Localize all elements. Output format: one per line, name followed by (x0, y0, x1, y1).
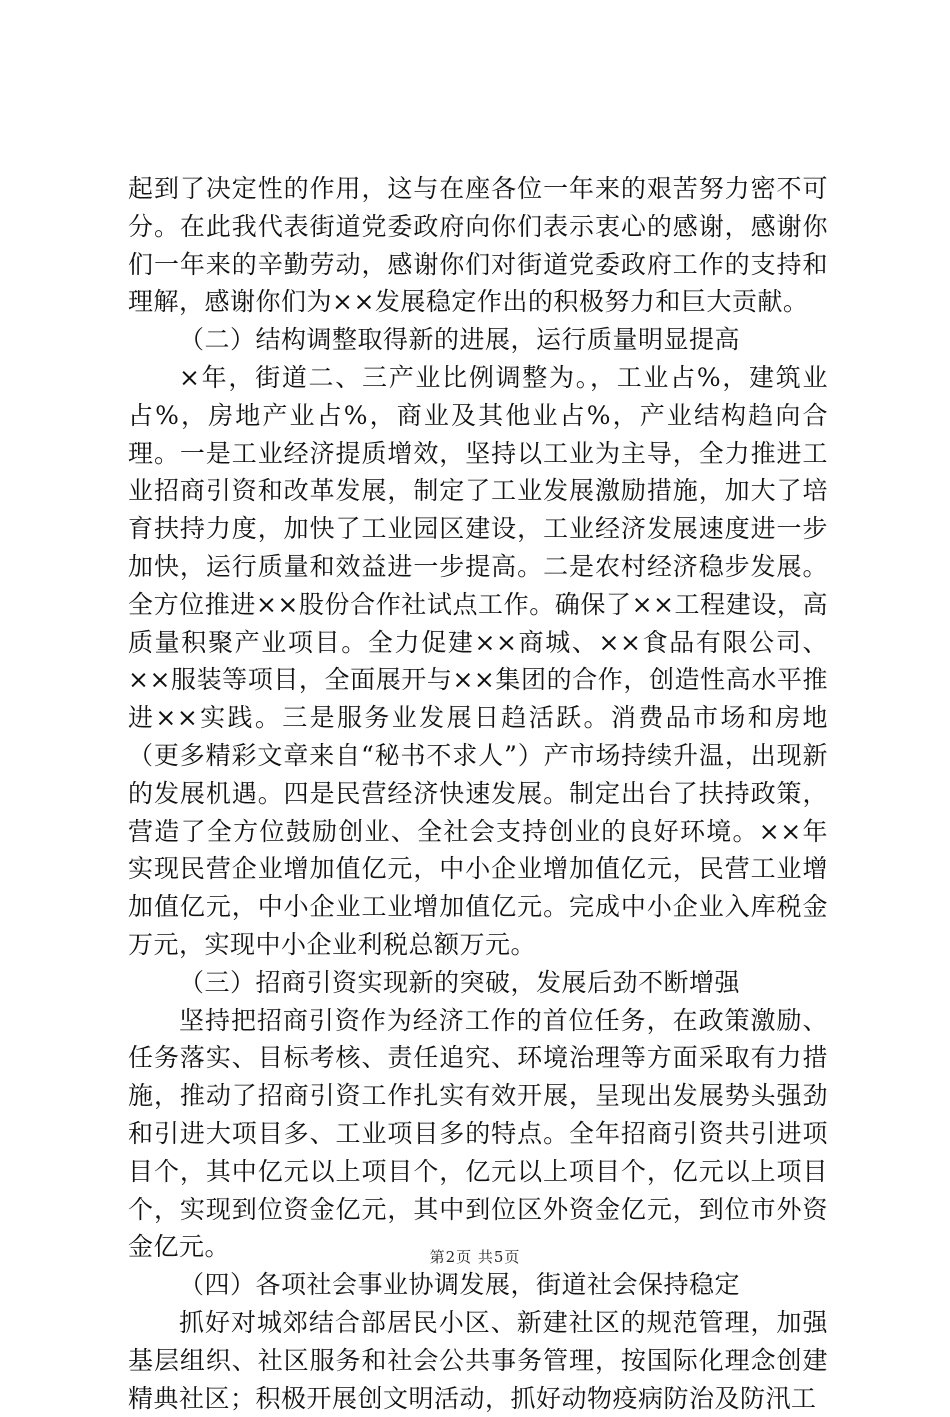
paragraph-social-affairs: 抓好对城郊结合部居民小区、新建社区的规范管理，加强基层组织、社区服务和社会公共事务管理，按国际化理念创建精典社区；积极开展创文明活动，抓好动物疫病防治及防汛工 (128, 1307, 828, 1413)
document-body (128, 170, 828, 1417)
paragraph-investment: 坚持把招商引资作为经济工作的首位任务，在政策激励、任务落实、目标考核、责任追究、环境治理等方面采取有力措施，推动了招商引资工作扎实有效开展，呈现出发展势头强劲和引进大项目多、工业项目多的特点。全年招商引资共引进项目个，其中亿元以上项目个，亿元以上项目个，亿元以上项目个，实现到位资金亿元，其中到位区外资金亿元，到位市外资金亿元。 (128, 1005, 828, 1262)
paragraph-structure-adjustment: ×年，街道二、三产业比例调整为。，工业占%，建筑业占%，房地产业占%，商业及其他业占%，产业结构趋向合理。一是工业经济提质增效，坚持以工业为主导，全力推进工业招商引资和改革发展，制定了工业发展激励措施，加大了培育扶持力度，加快了工业园区建设，工业经济发展速度进一步加快，运行质量和效益进一步提高。二是农村经济稳步发展。全方位推进××股份合作社试点工作。确保了××工程建设，高质量积聚产业项目。全力促建××商城、××食品有限公司、××服装等项目，全面展开与××集团的合作，创造性高水平推进××实践。三是服务业发展日趋活跃。消费品市场和房地（更多精彩文章来自“秘书不求人”）产市场持续升温，出现新的发展机遇。四是民营经济快速发展。制定出台了扶持政策，营造了全方位鼓励创业、全社会支持创业的良好环境。××年实现民营企业增加值亿元，中小企业增加值亿元，民营工业增加值亿元，中小企业工业增加值亿元。完成中小企业入库税金万元，实现中小企业利税总额万元。 (128, 362, 828, 959)
page-number: 第2页 共5页 (429, 1248, 521, 1266)
section-heading-2: （二）结构调整取得新的进展，运行质量明显提高 (179, 325, 741, 355)
page-footer (0, 1246, 950, 1267)
section-heading-3: （三）招商引资实现新的突破，发展后劲不断增强 (179, 967, 741, 997)
paragraph-thanks: 起到了决定性的作用，这与在座各位一年来的艰苦努力密不可分。在此我代表街道党委政府向你们表示衷心的感谢，感谢你们一年来的辛勤劳动，感谢你们对街道党委政府工作的支持和理解，感谢你们为××发展稳定作出的积极努力和巨大贡献。 (128, 174, 828, 317)
section-heading-4: （四）各项社会事业协调发展，街道社会保持稳定 (179, 1270, 741, 1300)
